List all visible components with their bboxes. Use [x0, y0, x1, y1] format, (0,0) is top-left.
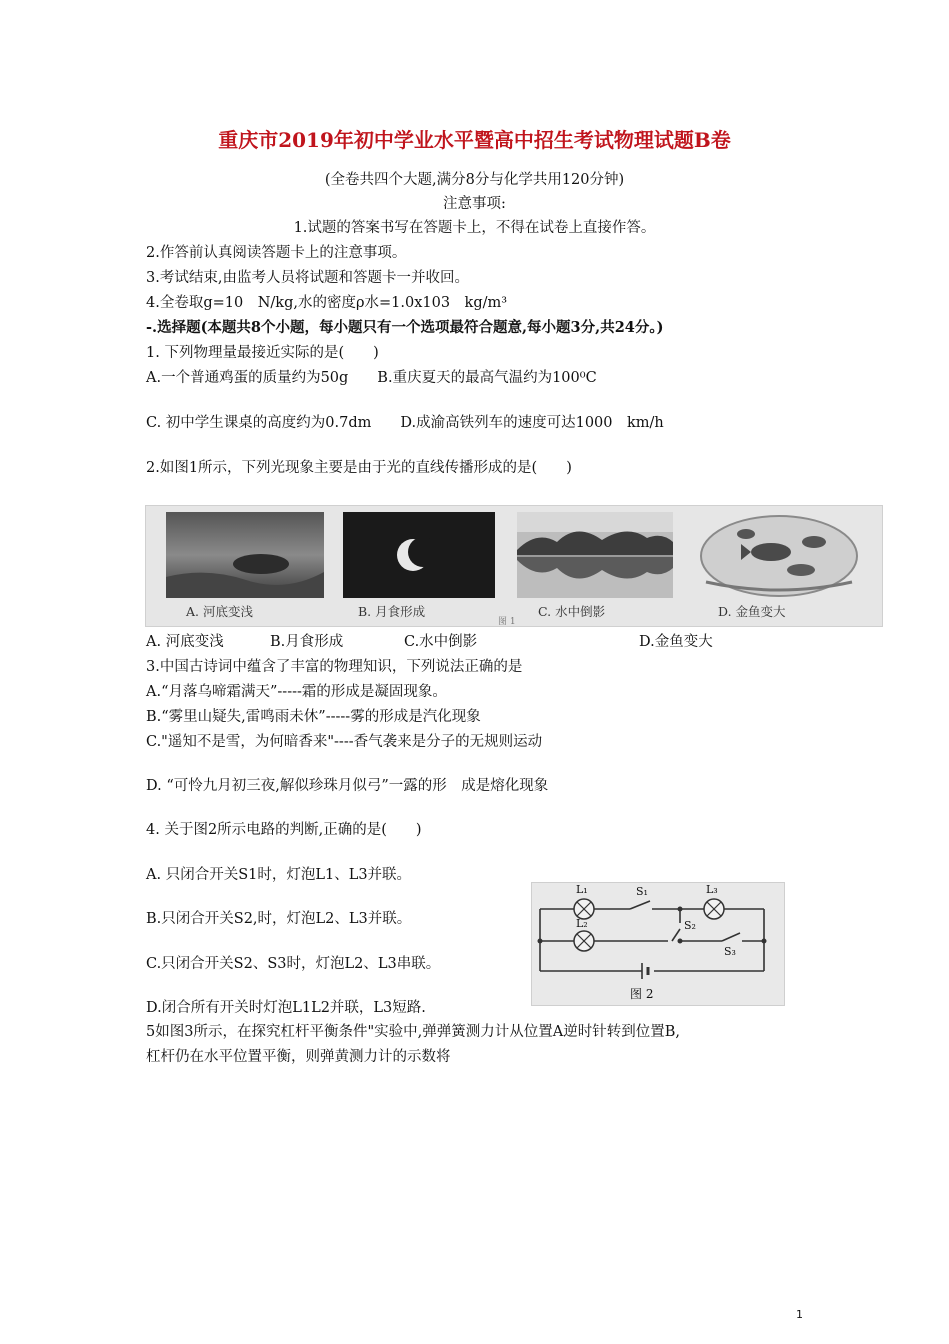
q4-stem: 4. 关于图2所示电路的判断,正确的是( )	[146, 822, 422, 838]
q3-option-d: D. “可怜九月初三夜,解似珍珠月似弓”一露的形 成是熔化现象	[146, 778, 549, 794]
page-number: 1	[796, 1308, 803, 1321]
q2-option-b: B.月食形成	[270, 634, 344, 650]
q3-option-a: A.“月落乌啼霜满天”-----霜的形成是凝固现象。	[146, 684, 447, 700]
goldfish-bowl-photo	[696, 512, 862, 598]
figure-2-circuit	[531, 882, 785, 1006]
notice-1: 1.试题的答案书写在答题卡上，不得在试卷上直接作答。	[293, 220, 656, 236]
q1-options-ab: A.一个普通鸡蛋的质量约为50g B.重庆夏天的最高气温约为100⁰C	[146, 370, 597, 386]
label-l3: L₃	[706, 883, 718, 896]
label-s3: S₃	[724, 945, 736, 958]
notice-4: 4.全卷取g=10 N/kg,水的密度ρ水=1.0x103 kg/m³	[146, 295, 508, 311]
riverbed-photo	[166, 512, 324, 598]
reflection-photo	[517, 512, 673, 598]
caption-c: C. 水中倒影	[538, 604, 606, 619]
section-heading: -.选择题(本题共8个小题，每小题只有一个选项最符合题意,每小题3分,共24分。)	[146, 319, 664, 336]
q2-stem: 2.如图1所示，下列光现象主要是由于光的直线传播形成的是( )	[146, 460, 572, 476]
q3-stem: 3.中国古诗词中蕴含了丰富的物理知识，下列说法正确的是	[146, 659, 523, 675]
circuit-diagram	[532, 883, 784, 1005]
notice-2: 2.作答前认真阅读答题卡上的注意事项。	[146, 245, 407, 261]
label-l1: L₁	[576, 883, 588, 896]
figure-2-label: 图 2	[630, 987, 654, 1001]
caption-a: A. 河底变浅	[186, 604, 253, 619]
q5-line-1: 5如图3所示，在探究杠杆平衡条件"实验中,弹弹簧测力计从位置A逆时针转到位置B,	[146, 1024, 680, 1040]
q5-line-2: 杠杆仍在水平位置平衡，则弹黄测力计的示数将	[146, 1049, 451, 1065]
q2-option-c: C.水中倒影	[404, 634, 478, 650]
label-s2: S₂	[684, 919, 696, 932]
caption-d: D. 金鱼变大	[718, 604, 786, 619]
exam-title: 重庆市2019年初中学业水平暨高中招生考试物理试题B卷	[218, 128, 731, 152]
figure-1-label: 图 1	[498, 617, 516, 627]
q3-option-b: B.“雾里山疑失,雷鸣雨未休”-----雾的形成是汽化现象	[146, 709, 481, 725]
q2-option-d: D.金鱼变大	[639, 634, 713, 650]
eclipse-photo	[343, 512, 495, 598]
figure-1	[145, 505, 883, 627]
notice-heading: 注意事项:	[443, 196, 506, 212]
q4-option-b: B.只闭合开关S2,时，灯泡L2、L3并联。	[146, 911, 412, 927]
q1-options-cd: C. 初中学生课桌的高度约为0.7dm D.成渝高铁列车的速度可达1000 km/h	[146, 415, 664, 431]
exam-subtitle: (全卷共四个大题,满分8分与化学共用120分钟)	[324, 172, 625, 188]
q4-option-a: A. 只闭合开关S1时，灯泡L1、L3并联。	[146, 867, 412, 883]
q4-option-c: C.只闭合开关S2、S3时，灯泡L2、L3串联。	[146, 956, 441, 972]
caption-b: B. 月食形成	[358, 604, 426, 619]
q4-option-d: D.闭合所有开关时灯泡L1L2并联，L3短路.	[146, 1000, 426, 1016]
label-l2: L₂	[576, 917, 588, 930]
q2-option-a: A. 河底变浅	[146, 634, 224, 650]
notice-3: 3.考试结束,由监考人员将试题和答题卡一并收回。	[146, 270, 469, 286]
q1-stem: 1. 下列物理量最接近实际的是( )	[146, 345, 379, 361]
q3-option-c: C."遥知不是雪，为何暗香来"----香气袭来是分子的无规则运动	[146, 734, 543, 750]
label-s1: S₁	[636, 885, 648, 898]
